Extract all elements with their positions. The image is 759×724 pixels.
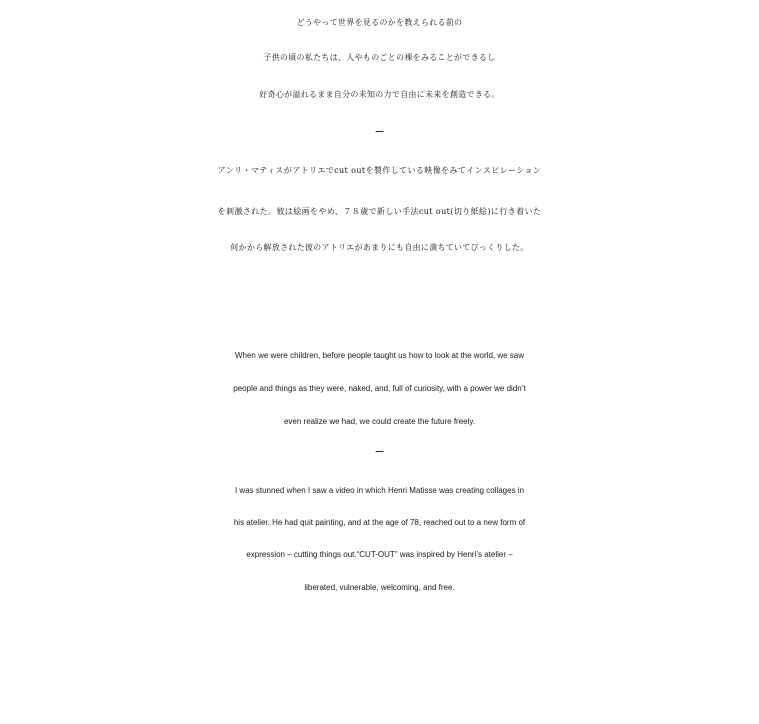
- jp-para1-line-3: 好奇心が溢れるまま自分の未知の力で自由に未来を創造できる。: [259, 90, 500, 99]
- en-para2-line-4: liberated, vulnerable, welcoming, and free.: [304, 583, 455, 592]
- jp-separator: –: [375, 122, 384, 138]
- jp-para2-line-3: 何かから解放された彼のアトリエがあまりにも自由に満ちていてびっくりした。: [230, 243, 529, 252]
- en-para2-line-1: I was stunned when I saw a video in which Henri Matisse was creating collages in: [234, 486, 525, 495]
- jp-para2-line-2: を刺激された。彼は絵画をやめ、７８歳で新しい手法cut out(切り紙絵)に行き着いた: [217, 207, 542, 216]
- en-para2-line-2: his atelier. He had quit painting, and at the age of 78, reached out to a new form of: [233, 518, 526, 527]
- en-para1-line-2: people and things as they were, naked, and, full of curiosity, with a power we didn’t: [233, 384, 526, 393]
- jp-para1-line-2: 子供の頃の私たちは、人やものごとの裸をみることができるし: [263, 53, 496, 62]
- en-para2-line-3: expression – cutting things out.“CUT-OUT" was inspired by Henri’s atelier –: [246, 550, 513, 559]
- en-para1-line-3: even realize we had, we could create the future freely.: [283, 417, 476, 426]
- en-separator: –: [375, 442, 384, 458]
- en-para1-line-1: When we were children, before people taught us how to look at the world, we saw: [234, 351, 525, 360]
- jp-para1-line-1: どうやって世界を見るのかを教えられる前の: [296, 18, 463, 27]
- jp-para2-line-1: アンリ・マティスがアトリエでcut outを製作している映像をみてインスピレーション: [217, 166, 542, 175]
